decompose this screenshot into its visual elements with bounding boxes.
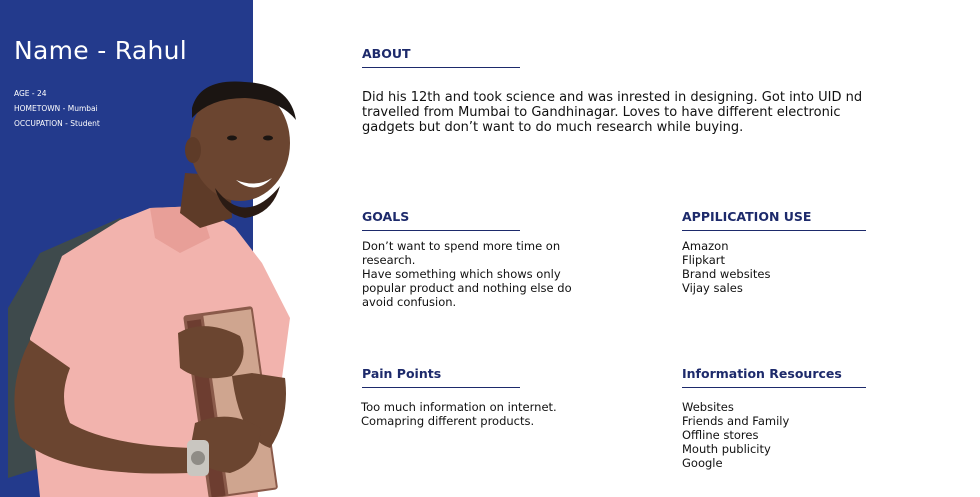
goals-line: Don’t want to spend more time on — [362, 239, 561, 253]
information-resources-divider — [682, 387, 866, 388]
persona-photo — [0, 78, 310, 497]
about-line: gadgets but don’t want to do much research while buying. — [362, 120, 744, 135]
persona-occupation: OCCUPATION - Student — [14, 119, 100, 128]
application-use-list — [682, 239, 882, 295]
list-item: Websites — [682, 400, 734, 414]
about-section — [362, 46, 862, 135]
application-use-heading: APPILICATION USE — [682, 209, 812, 224]
information-resources-heading: Information Resources — [682, 366, 842, 381]
goals-line: research. — [362, 253, 416, 267]
goals-divider — [362, 230, 520, 231]
goals-line: avoid confusion. — [362, 295, 457, 309]
pain-points-divider — [362, 387, 520, 388]
persona-hometown: HOMETOWN - Mumbai — [14, 104, 98, 113]
about-heading: ABOUT — [362, 46, 411, 61]
application-use-divider — [682, 230, 866, 231]
ear — [185, 137, 201, 163]
list-item: Vijay sales — [682, 281, 743, 295]
information-resources-list — [682, 400, 882, 470]
goals-text — [362, 239, 612, 309]
about-line: travelled from Mumbai to Gandhinagar. Loves to have different electronic — [362, 105, 841, 120]
goals-line: Have something which shows only — [362, 267, 561, 281]
pain-points-heading: Pain Points — [362, 366, 442, 381]
application-use-section — [682, 209, 882, 295]
list-item: Brand websites — [682, 267, 771, 281]
list-item: Google — [682, 456, 723, 470]
persona-name: Name - Rahul — [14, 36, 188, 65]
list-item: Friends and Family — [682, 414, 790, 428]
goals-section — [362, 209, 612, 309]
goals-heading: GOALS — [362, 209, 410, 224]
about-text — [362, 90, 862, 135]
persona-age: AGE - 24 — [14, 89, 47, 98]
pain-points-text — [361, 400, 612, 428]
list-item: Mouth publicity — [682, 442, 771, 456]
pain-point-line: Comapring different products. — [361, 414, 535, 428]
goals-line: popular product and nothing else do — [362, 281, 572, 295]
pain-points-section — [362, 366, 612, 428]
list-item: Flipkart — [682, 253, 726, 267]
eye-right — [263, 136, 273, 141]
list-item: Amazon — [682, 239, 729, 253]
pain-point-line: Too much information on internet. — [361, 400, 557, 414]
about-line: Did his 12th and took science and was inrested in designing. Got into UID nd — [362, 90, 863, 105]
information-resources-section — [682, 366, 882, 470]
list-item: Offline stores — [682, 428, 759, 442]
about-divider — [362, 67, 520, 68]
eye-left — [227, 136, 237, 141]
hand-right — [178, 326, 244, 378]
